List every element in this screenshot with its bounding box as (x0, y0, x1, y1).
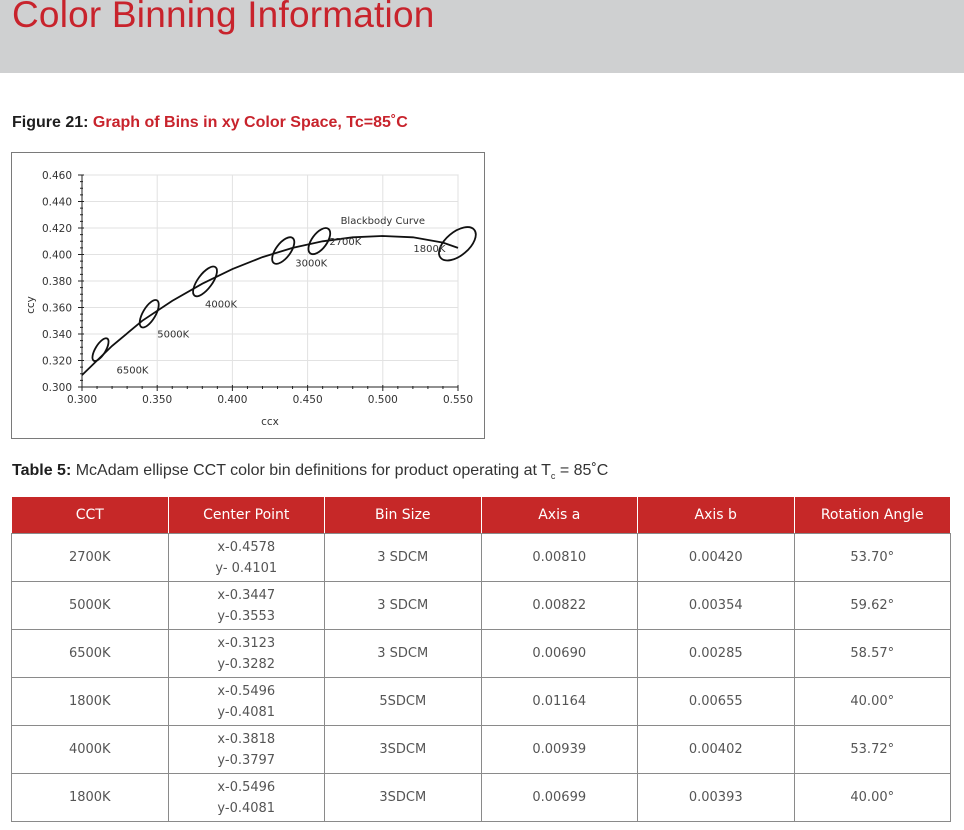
table-header-row (12, 497, 951, 534)
figure-caption (12, 114, 408, 132)
cell-axis-b: 0.00420 (638, 534, 795, 582)
y-tick-label: 0.340 (41, 329, 72, 341)
center-y: y- 0.4101 (215, 560, 278, 576)
cell-rotation-angle: 53.72° (794, 726, 951, 774)
cell-bin-size: 3SDCM (325, 774, 482, 822)
cell-axis-b: 0.00393 (638, 774, 795, 822)
col-header-center-point: Center Point (168, 497, 325, 534)
center-x: x-0.3818 (217, 731, 276, 747)
center-y: y-0.3553 (217, 608, 276, 624)
center-x: x-0.5496 (217, 779, 276, 795)
cell-axis-a: 0.01164 (481, 678, 638, 726)
cell-center-point (168, 630, 325, 678)
table-row (12, 630, 951, 678)
cell-cct: 5000K (12, 582, 169, 630)
y-tick-label: 0.440 (41, 196, 72, 209)
cell-cct: 1800K (12, 678, 169, 726)
x-tick-label: 0.300 (66, 394, 98, 406)
cell-center-point (168, 774, 325, 822)
cell-axis-a: 0.00699 (481, 774, 638, 822)
cell-axis-b: 0.00285 (638, 630, 795, 678)
cell-rotation-angle: 40.00° (794, 678, 951, 726)
cell-center-point (168, 582, 325, 630)
center-y: y-0.4081 (217, 800, 276, 816)
y-tick-label: 0.380 (41, 276, 72, 288)
center-y: y-0.3282 (217, 656, 276, 672)
table-caption-tail: = 85˚C (555, 462, 609, 479)
cell-axis-b: 0.00655 (638, 678, 795, 726)
cell-axis-a: 0.00822 (481, 582, 638, 630)
page-header (0, 0, 964, 73)
y-tick-label: 0.460 (41, 170, 72, 182)
cell-bin-size: 3 SDCM (325, 534, 482, 582)
center-x: x-0.5496 (217, 683, 276, 699)
y-tick-label: 0.400 (41, 249, 72, 262)
x-tick-label: 0.400 (217, 394, 248, 406)
center-x: x-0.3123 (217, 635, 276, 651)
cell-center-point (168, 726, 325, 774)
cell-cct: 1800K (12, 774, 169, 822)
ellipse-label: 4000K (205, 299, 238, 311)
center-x: x-0.3447 (217, 587, 276, 603)
cell-bin-size: 3 SDCM (325, 582, 482, 630)
ellipse-label: 2700K (329, 237, 362, 249)
cell-bin-size: 3 SDCM (325, 630, 482, 678)
y-axis-label: ccy (25, 296, 37, 314)
y-tick-label: 0.300 (41, 382, 72, 394)
table-caption-text: McAdam ellipse CCT color bin definitions for product operating at T (71, 462, 551, 479)
cell-center-point (168, 678, 325, 726)
table-row (12, 678, 951, 726)
cell-rotation-angle: 40.00° (794, 774, 951, 822)
table-row (12, 582, 951, 630)
figure-label: Figure 21: (12, 114, 89, 131)
x-tick-label: 0.550 (442, 394, 474, 406)
center-x: x-0.4578 (217, 539, 276, 555)
cell-axis-a: 0.00939 (481, 726, 638, 774)
cell-axis-b: 0.00354 (638, 582, 795, 630)
table-row (12, 726, 951, 774)
col-header-rotation-angle: Rotation Angle (794, 497, 951, 534)
cell-center-point (168, 534, 325, 582)
cell-rotation-angle: 53.70° (794, 534, 951, 582)
figure-title: Graph of Bins in xy Color Space, Tc=85˚C (92, 114, 408, 131)
cell-cct: 6500K (12, 630, 169, 678)
cell-axis-a: 0.00690 (481, 630, 638, 678)
cell-rotation-angle: 59.62° (794, 582, 951, 630)
chromaticity-chart (11, 152, 485, 439)
cell-cct: 4000K (12, 726, 169, 774)
ellipse-5000K (136, 297, 163, 330)
table-caption-subscript: c (550, 471, 556, 482)
x-axis-label: ccx (261, 416, 279, 428)
cell-axis-a: 0.00810 (481, 534, 638, 582)
x-tick-label: 0.450 (292, 394, 323, 406)
cell-rotation-angle: 58.57° (794, 630, 951, 678)
page-title: Color Binning Information (12, 0, 435, 35)
table-label: Table 5: (12, 462, 72, 479)
col-header-bin-size: Bin Size (325, 497, 482, 534)
center-y: y-0.4081 (217, 704, 276, 720)
col-header-axis-b: Axis b (638, 497, 795, 534)
col-header-axis-a: Axis a (481, 497, 638, 534)
blackbody-curve-label: Blackbody Curve (340, 216, 426, 227)
cell-axis-b: 0.00402 (638, 726, 795, 774)
ellipse-label: 5000K (157, 329, 190, 341)
cell-bin-size: 3SDCM (325, 726, 482, 774)
table-row (12, 534, 951, 582)
blackbody-curve (82, 236, 458, 375)
x-tick-label: 0.350 (142, 394, 173, 406)
ellipse-label: 6500K (116, 365, 149, 377)
y-tick-label: 0.360 (41, 302, 72, 315)
cell-bin-size: 5SDCM (325, 678, 482, 726)
color-bin-table (11, 496, 951, 822)
cell-cct: 2700K (12, 534, 169, 582)
chart-svg (12, 153, 484, 438)
center-y: y-0.3797 (217, 752, 276, 768)
ellipse-label: 1800K (413, 243, 446, 255)
table-row (12, 774, 951, 822)
y-tick-label: 0.320 (41, 355, 72, 368)
table-caption (12, 462, 608, 481)
col-header-cct: CCT (12, 497, 169, 534)
ellipse-label: 3000K (295, 258, 328, 270)
x-tick-label: 0.500 (367, 394, 398, 406)
y-tick-label: 0.420 (41, 223, 72, 235)
